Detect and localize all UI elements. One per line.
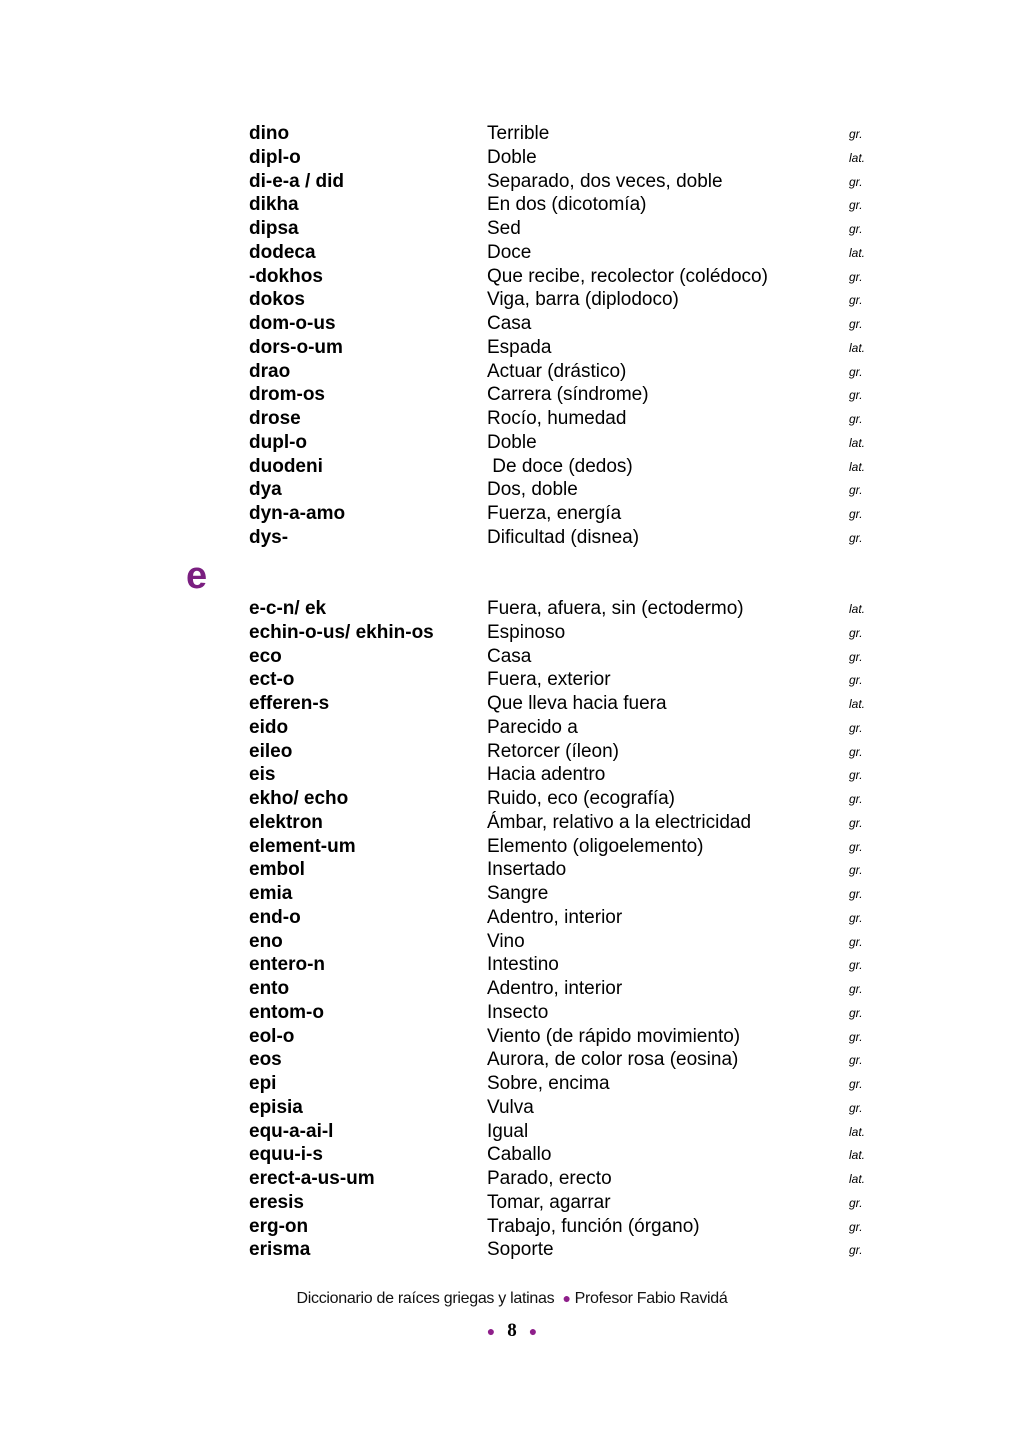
entry-origin: gr. — [849, 364, 863, 379]
entry-root: dino — [249, 123, 290, 144]
entry-root: drao — [249, 360, 291, 382]
entry-meaning: Carrera (síndrome) — [487, 384, 649, 406]
entry-root: drose — [249, 408, 301, 429]
entry-origin: gr. — [849, 1053, 863, 1068]
entry-meaning: Viento (de rápido movimiento) — [487, 1025, 741, 1047]
entry-meaning: Vulva — [487, 1096, 534, 1118]
entry-origin: gr. — [849, 507, 863, 521]
entry-row — [0, 906, 1024, 930]
entry-origin: gr. — [849, 768, 863, 783]
entry-row — [0, 1048, 1024, 1072]
entry-meaning: Doce — [487, 241, 532, 263]
entry-origin: gr. — [849, 293, 863, 308]
entry-meaning: Actuar (drástico) — [487, 360, 627, 382]
entry-row — [0, 1167, 1024, 1191]
entry-root: eis — [249, 764, 276, 786]
entry-root: erg-on — [249, 1215, 309, 1237]
entry-row — [0, 241, 1024, 265]
entry-meaning: Ruido, eco (ecografía) — [487, 788, 675, 809]
entry-meaning: Viga, barra (diplodoco) — [487, 289, 679, 311]
entry-root: dodeca — [249, 241, 316, 263]
entry-meaning: Dificultad (disnea) — [487, 526, 640, 548]
entry-row — [0, 645, 1024, 669]
entry-row — [0, 858, 1024, 882]
entry-origin: gr. — [849, 673, 863, 688]
entry-meaning: Que recibe, recolector (colédoco) — [487, 265, 768, 287]
entry-row — [0, 312, 1024, 336]
entry-origin: gr. — [849, 1100, 863, 1115]
entry-row — [0, 122, 1024, 146]
entry-root: eido — [249, 716, 289, 738]
entry-root: entero-n — [249, 954, 325, 976]
entry-root: dys- — [249, 526, 289, 548]
entry-root: eno — [249, 930, 283, 952]
entry-origin: lat. — [849, 1172, 866, 1186]
entry-row — [0, 740, 1024, 764]
entry-row — [0, 716, 1024, 740]
entry-origin: gr. — [849, 839, 863, 854]
entry-row — [0, 360, 1024, 384]
entry-row — [0, 1072, 1024, 1096]
entry-origin: gr. — [849, 1077, 863, 1091]
entry-row — [0, 668, 1024, 692]
footer — [0, 1290, 1024, 1308]
entry-root: efferen-s — [249, 693, 330, 714]
entry-row — [0, 170, 1024, 194]
entry-root: dom-o-us — [249, 313, 336, 334]
entry-origin: lat. — [849, 602, 866, 616]
entry-root: di-e-a / did — [249, 170, 344, 192]
page-bullet-left-icon: ● — [486, 1325, 496, 1340]
entry-row — [0, 288, 1024, 312]
entry-root: duodeni — [249, 455, 323, 477]
entry-origin: gr. — [849, 412, 863, 426]
entry-meaning: Retorcer (íleon) — [487, 740, 619, 762]
entry-root: eol-o — [249, 1025, 295, 1047]
entry-origin: lat. — [849, 459, 866, 474]
entry-root: eresis — [249, 1191, 304, 1213]
entry-root: emia — [249, 883, 293, 904]
entry-origin: lat. — [849, 245, 866, 260]
entry-root: element-um — [249, 835, 356, 857]
entry-origin: gr. — [849, 269, 863, 284]
entry-root: entom-o — [249, 1001, 324, 1023]
entry-meaning: Aurora, de color rosa (eosina) — [487, 1049, 739, 1071]
entry-meaning: Hacia adentro — [487, 764, 606, 786]
entry-row — [0, 977, 1024, 1001]
entry-origin: gr. — [849, 317, 863, 331]
entry-root: dipsa — [249, 218, 299, 239]
entry-meaning: Doble — [487, 431, 537, 453]
entry-origin: gr. — [849, 625, 863, 640]
page-number: 8 — [507, 1320, 517, 1341]
entry-root: dupl-o — [249, 431, 308, 453]
entry-meaning: Rocío, humedad — [487, 408, 627, 429]
entry-origin: gr. — [849, 1029, 863, 1044]
entry-meaning: De doce (dedos) — [487, 455, 633, 477]
entry-meaning: Casa — [487, 313, 532, 334]
entry-row — [0, 407, 1024, 431]
entry-meaning: Separado, dos veces, doble — [487, 170, 723, 192]
entry-row — [0, 882, 1024, 906]
entry-row — [0, 787, 1024, 811]
entry-meaning: Casa — [487, 645, 532, 667]
entry-root: episia — [249, 1096, 303, 1118]
entry-root: erisma — [249, 1239, 311, 1261]
page-bullet-right-icon: ● — [528, 1325, 538, 1340]
entry-meaning: Fuera, exterior — [487, 669, 611, 691]
entry-origin: gr. — [849, 720, 863, 735]
entry-origin: gr. — [849, 174, 863, 189]
entry-row — [0, 336, 1024, 360]
entry-meaning: Espinoso — [487, 621, 566, 643]
entry-origin: gr. — [849, 744, 863, 759]
entry-meaning: Sobre, encima — [487, 1073, 610, 1094]
entry-origin: gr. — [849, 127, 863, 141]
entry-root: -dokhos — [249, 265, 323, 287]
entry-root: elektron — [249, 811, 323, 833]
entry-origin: gr. — [849, 910, 863, 925]
entry-row — [0, 621, 1024, 645]
entry-root: embol — [249, 859, 305, 881]
entry-meaning: Tomar, agarrar — [487, 1191, 611, 1213]
entry-origin: gr. — [849, 388, 863, 403]
entry-origin: gr. — [849, 1243, 863, 1258]
entry-root: dya — [249, 479, 282, 501]
entry-row — [0, 811, 1024, 835]
entry-row — [0, 1191, 1024, 1215]
entry-meaning: Trabajo, función (órgano) — [487, 1215, 700, 1237]
entry-root: ekho/ echo — [249, 788, 349, 809]
entry-origin: gr. — [849, 958, 863, 973]
entry-origin: gr. — [849, 887, 863, 901]
entry-meaning: Caballo — [487, 1144, 552, 1166]
entry-meaning: Que lleva hacia fuera — [487, 693, 667, 714]
entry-root: ento — [249, 978, 290, 999]
entry-row — [0, 930, 1024, 954]
entry-meaning: Adentro, interior — [487, 906, 623, 928]
entry-row — [0, 431, 1024, 455]
entry-row — [0, 1025, 1024, 1049]
entry-origin: gr. — [849, 1195, 863, 1210]
entry-meaning: Dos, doble — [487, 479, 578, 501]
entry-meaning: Intestino — [487, 954, 559, 976]
entry-row — [0, 1096, 1024, 1120]
entry-origin: gr. — [849, 483, 863, 498]
entry-origin: gr. — [849, 649, 863, 664]
entry-row — [0, 478, 1024, 502]
entry-row — [0, 217, 1024, 241]
entry-root: eileo — [249, 740, 293, 762]
entry-origin: lat. — [849, 1148, 866, 1163]
entry-meaning: Vino — [487, 930, 525, 952]
entry-meaning: Insertado — [487, 859, 567, 881]
entry-row — [0, 1238, 1024, 1262]
entry-meaning: Doble — [487, 146, 537, 168]
entry-origin: lat. — [849, 150, 866, 165]
entry-row — [0, 455, 1024, 479]
footer-bullet-icon: ● — [562, 1290, 571, 1306]
entry-meaning: En dos (dicotomía) — [487, 194, 647, 216]
entry-root: epi — [249, 1073, 277, 1094]
section-letter-heading: e — [186, 555, 208, 597]
entry-row — [0, 1143, 1024, 1167]
entry-meaning: Terrible — [487, 123, 550, 144]
entry-origin: gr. — [849, 934, 863, 949]
entry-row — [0, 1120, 1024, 1144]
footer-author: Profesor Fabio Ravidá — [574, 1290, 728, 1307]
entry-root: drom-os — [249, 384, 325, 406]
entry-meaning: Igual — [487, 1120, 529, 1142]
entry-meaning: Sed — [487, 218, 521, 239]
entry-meaning: Espada — [487, 336, 552, 358]
entry-row — [0, 1001, 1024, 1025]
entry-origin: gr. — [849, 792, 863, 806]
entry-origin: gr. — [849, 530, 863, 545]
entry-meaning: Soporte — [487, 1239, 554, 1261]
entry-meaning: Sangre — [487, 883, 549, 904]
entry-origin: gr. — [849, 198, 863, 213]
entry-meaning: Elemento (oligoelemento) — [487, 835, 704, 857]
entry-root: end-o — [249, 906, 301, 928]
entry-root: e-c-n/ ek — [249, 598, 327, 619]
entry-row — [0, 383, 1024, 407]
entry-root: equ-a-ai-l — [249, 1120, 334, 1142]
entry-root: echin-o-us/ ekhin-os — [249, 621, 434, 643]
entry-meaning: Ámbar, relativo a la electricidad — [487, 811, 752, 833]
entry-meaning: Parecido a — [487, 716, 578, 738]
entry-root: erect-a-us-um — [249, 1168, 375, 1189]
entry-origin: lat. — [849, 697, 866, 711]
entry-root: dokos — [249, 289, 305, 311]
entry-row — [0, 763, 1024, 787]
page-number-block — [0, 1320, 1024, 1342]
entry-origin: lat. — [849, 340, 866, 355]
entry-row — [0, 146, 1024, 170]
entry-origin: gr. — [849, 863, 863, 878]
entry-row — [0, 953, 1024, 977]
entry-meaning: Parado, erecto — [487, 1168, 612, 1189]
entry-row — [0, 692, 1024, 716]
entry-root: eos — [249, 1049, 282, 1071]
entry-row — [0, 502, 1024, 526]
entry-row — [0, 265, 1024, 289]
entry-root: dyn-a-amo — [249, 503, 346, 524]
entry-origin: lat. — [849, 1124, 866, 1139]
entry-origin: gr. — [849, 1219, 863, 1234]
entry-row — [0, 193, 1024, 217]
entry-meaning: Insecto — [487, 1001, 549, 1023]
entry-origin: gr. — [849, 1005, 863, 1020]
footer-title: Diccionario de raíces griegas y latinas — [296, 1290, 555, 1307]
entry-origin: gr. — [849, 222, 863, 236]
entry-meaning: Fuera, afuera, sin (ectodermo) — [487, 598, 744, 619]
entry-meaning: Fuerza, energía — [487, 503, 622, 524]
entry-root: dikha — [249, 194, 299, 216]
entry-row — [0, 526, 1024, 550]
entry-root: dors-o-um — [249, 336, 343, 358]
entry-meaning: Adentro, interior — [487, 978, 623, 999]
entry-origin: gr. — [849, 815, 863, 830]
entry-row — [0, 597, 1024, 621]
entry-origin: gr. — [849, 982, 863, 996]
entry-root: eco — [249, 645, 282, 667]
entry-origin: lat. — [849, 435, 866, 450]
entry-row — [0, 1215, 1024, 1239]
entry-root: ect-o — [249, 669, 295, 691]
entry-root: equu-i-s — [249, 1144, 323, 1166]
entry-root: dipl-o — [249, 146, 301, 168]
entry-row — [0, 835, 1024, 859]
